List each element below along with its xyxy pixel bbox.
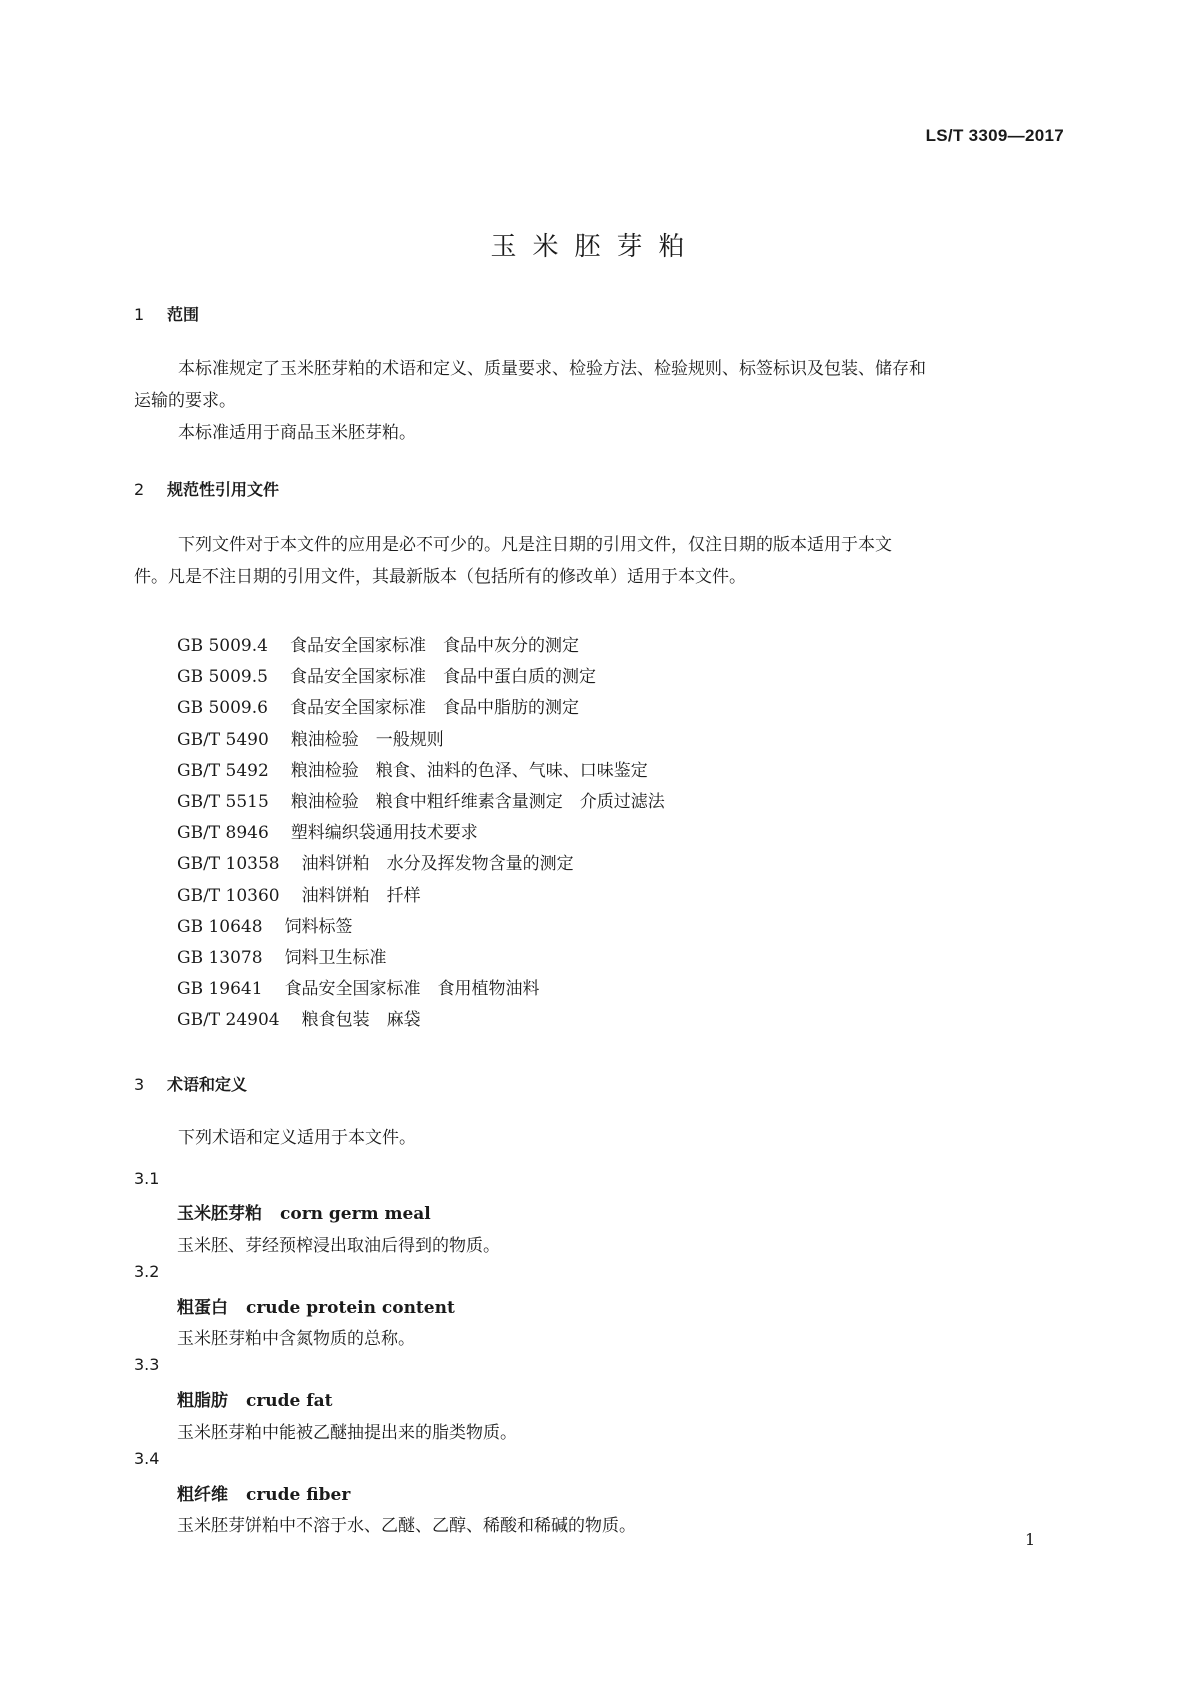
term-zh: 粗蛋白: [177, 1298, 228, 1318]
section-number: 2: [134, 480, 145, 499]
reference-title: 粮油检验 一般规则: [290, 729, 444, 750]
paragraph-line: 件。凡是不注日期的引用文件，其最新版本（包括所有的修改单）适用于本文件。: [134, 567, 746, 587]
term-zh: 粗纤维: [177, 1485, 228, 1505]
term-en: crude protein content: [246, 1298, 455, 1318]
paragraph-line: 本标准规定了玉米胚芽粕的术语和定义、质量要求、检验方法、检验规则、标签标识及包装、储存和: [178, 359, 926, 379]
reference-item: [177, 912, 665, 943]
reference-title: 食品安全国家标准 食品中脂肪的测定: [289, 698, 579, 719]
section-title: 规范性引用文件: [167, 480, 280, 499]
term-definition: 玉米胚芽粕中能被乙醚抽提出来的脂类物质。: [177, 1423, 517, 1443]
term-number: 3.1: [134, 1169, 160, 1188]
paragraph-line: 下列术语和定义适用于本文件。: [178, 1128, 416, 1148]
term-zh: 粗脂肪: [177, 1391, 228, 1411]
reference-title: 粮食包装 麻袋: [301, 1010, 421, 1031]
reference-code: GB 5009.4: [177, 636, 268, 656]
reference-item: [177, 1005, 665, 1036]
reference-item: [177, 631, 665, 662]
reference-code: GB/T 10358: [177, 854, 280, 875]
reference-title: 粮油检验 粮食、油料的色泽、气味、口味鉴定: [290, 760, 648, 781]
reference-item: [177, 693, 665, 724]
reference-code: GB 13078: [177, 948, 263, 969]
term-number: 3.4: [134, 1449, 160, 1468]
reference-code: GB 10648: [177, 916, 263, 937]
standard-number: LS/T 3309—2017: [925, 126, 1064, 145]
term-number: 3.2: [134, 1262, 160, 1281]
reference-item: [177, 787, 665, 818]
reference-item: [177, 662, 665, 693]
terms-intro: [134, 1122, 1064, 1154]
reference-item: [177, 818, 665, 849]
reference-title: 食品安全国家标准 食用植物油料: [284, 979, 540, 1000]
reference-code: GB/T 8946: [177, 823, 269, 844]
scope-paragraph: [134, 353, 1064, 449]
reference-code: GB/T 5490: [177, 729, 269, 750]
reference-title: 塑料编织袋通用技术要求: [290, 823, 478, 844]
term-heading: [177, 1480, 350, 1505]
references-intro: [134, 529, 1064, 593]
term-number: 3.3: [134, 1355, 160, 1374]
paragraph-line: 下列文件对于本文件的应用是必不可少的。凡是注日期的引用文件，仅注日期的版本适用于本文: [178, 535, 892, 555]
term-definition: 玉米胚芽饼粕中不溶于水、乙醚、乙醇、稀酸和稀碱的物质。: [177, 1516, 636, 1536]
reference-title: 饲料卫生标准: [284, 948, 387, 969]
term-definition: 玉米胚芽粕中含氮物质的总称。: [177, 1329, 415, 1349]
section-title: 术语和定义: [167, 1075, 248, 1094]
reference-item: [177, 725, 665, 756]
reference-item: [177, 943, 665, 974]
reference-title: 食品安全国家标准 食品中灰分的测定: [289, 636, 579, 656]
reference-code: GB/T 5492: [177, 760, 269, 781]
term-en: corn germ meal: [280, 1204, 431, 1224]
page-number: 1: [1025, 1530, 1036, 1549]
reference-item: [177, 849, 665, 880]
reference-list: [177, 631, 665, 1037]
section-heading-normative-references: [134, 477, 279, 500]
reference-title: 饲料标签: [284, 916, 353, 937]
paragraph-line: 运输的要求。: [134, 391, 236, 411]
term-en: crude fat: [246, 1391, 333, 1411]
reference-title: 食品安全国家标准 食品中蛋白质的测定: [289, 667, 596, 688]
reference-code: GB 19641: [177, 979, 263, 1000]
reference-code: GB/T 10360: [177, 885, 280, 906]
section-title: 范围: [167, 305, 200, 324]
term-heading: [177, 1386, 332, 1411]
reference-code: GB 5009.6: [177, 698, 268, 719]
reference-item: [177, 756, 665, 787]
term-definition: 玉米胚、芽经预榨浸出取油后得到的物质。: [177, 1236, 500, 1256]
section-number: 1: [134, 305, 145, 324]
reference-title: 油料饼粕 水分及挥发物含量的测定: [301, 854, 574, 875]
section-number: 3: [134, 1075, 145, 1094]
reference-code: GB/T 24904: [177, 1010, 280, 1031]
paragraph-line: 本标准适用于商品玉米胚芽粕。: [178, 423, 416, 443]
term-en: crude fiber: [246, 1485, 351, 1505]
reference-item: [177, 881, 665, 912]
document-title: 玉米胚芽粕: [490, 232, 701, 262]
term-zh: 玉米胚芽粕: [177, 1204, 262, 1224]
term-heading: [177, 1293, 455, 1318]
reference-item: [177, 974, 665, 1005]
term-heading: [177, 1199, 431, 1224]
section-heading-scope: [134, 302, 199, 325]
reference-title: 油料饼粕 扦样: [301, 885, 421, 906]
section-heading-terms: [134, 1072, 247, 1095]
reference-code: GB 5009.5: [177, 667, 268, 688]
reference-title: 粮油检验 粮食中粗纤维素含量测定 介质过滤法: [290, 792, 665, 813]
reference-code: GB/T 5515: [177, 792, 269, 813]
